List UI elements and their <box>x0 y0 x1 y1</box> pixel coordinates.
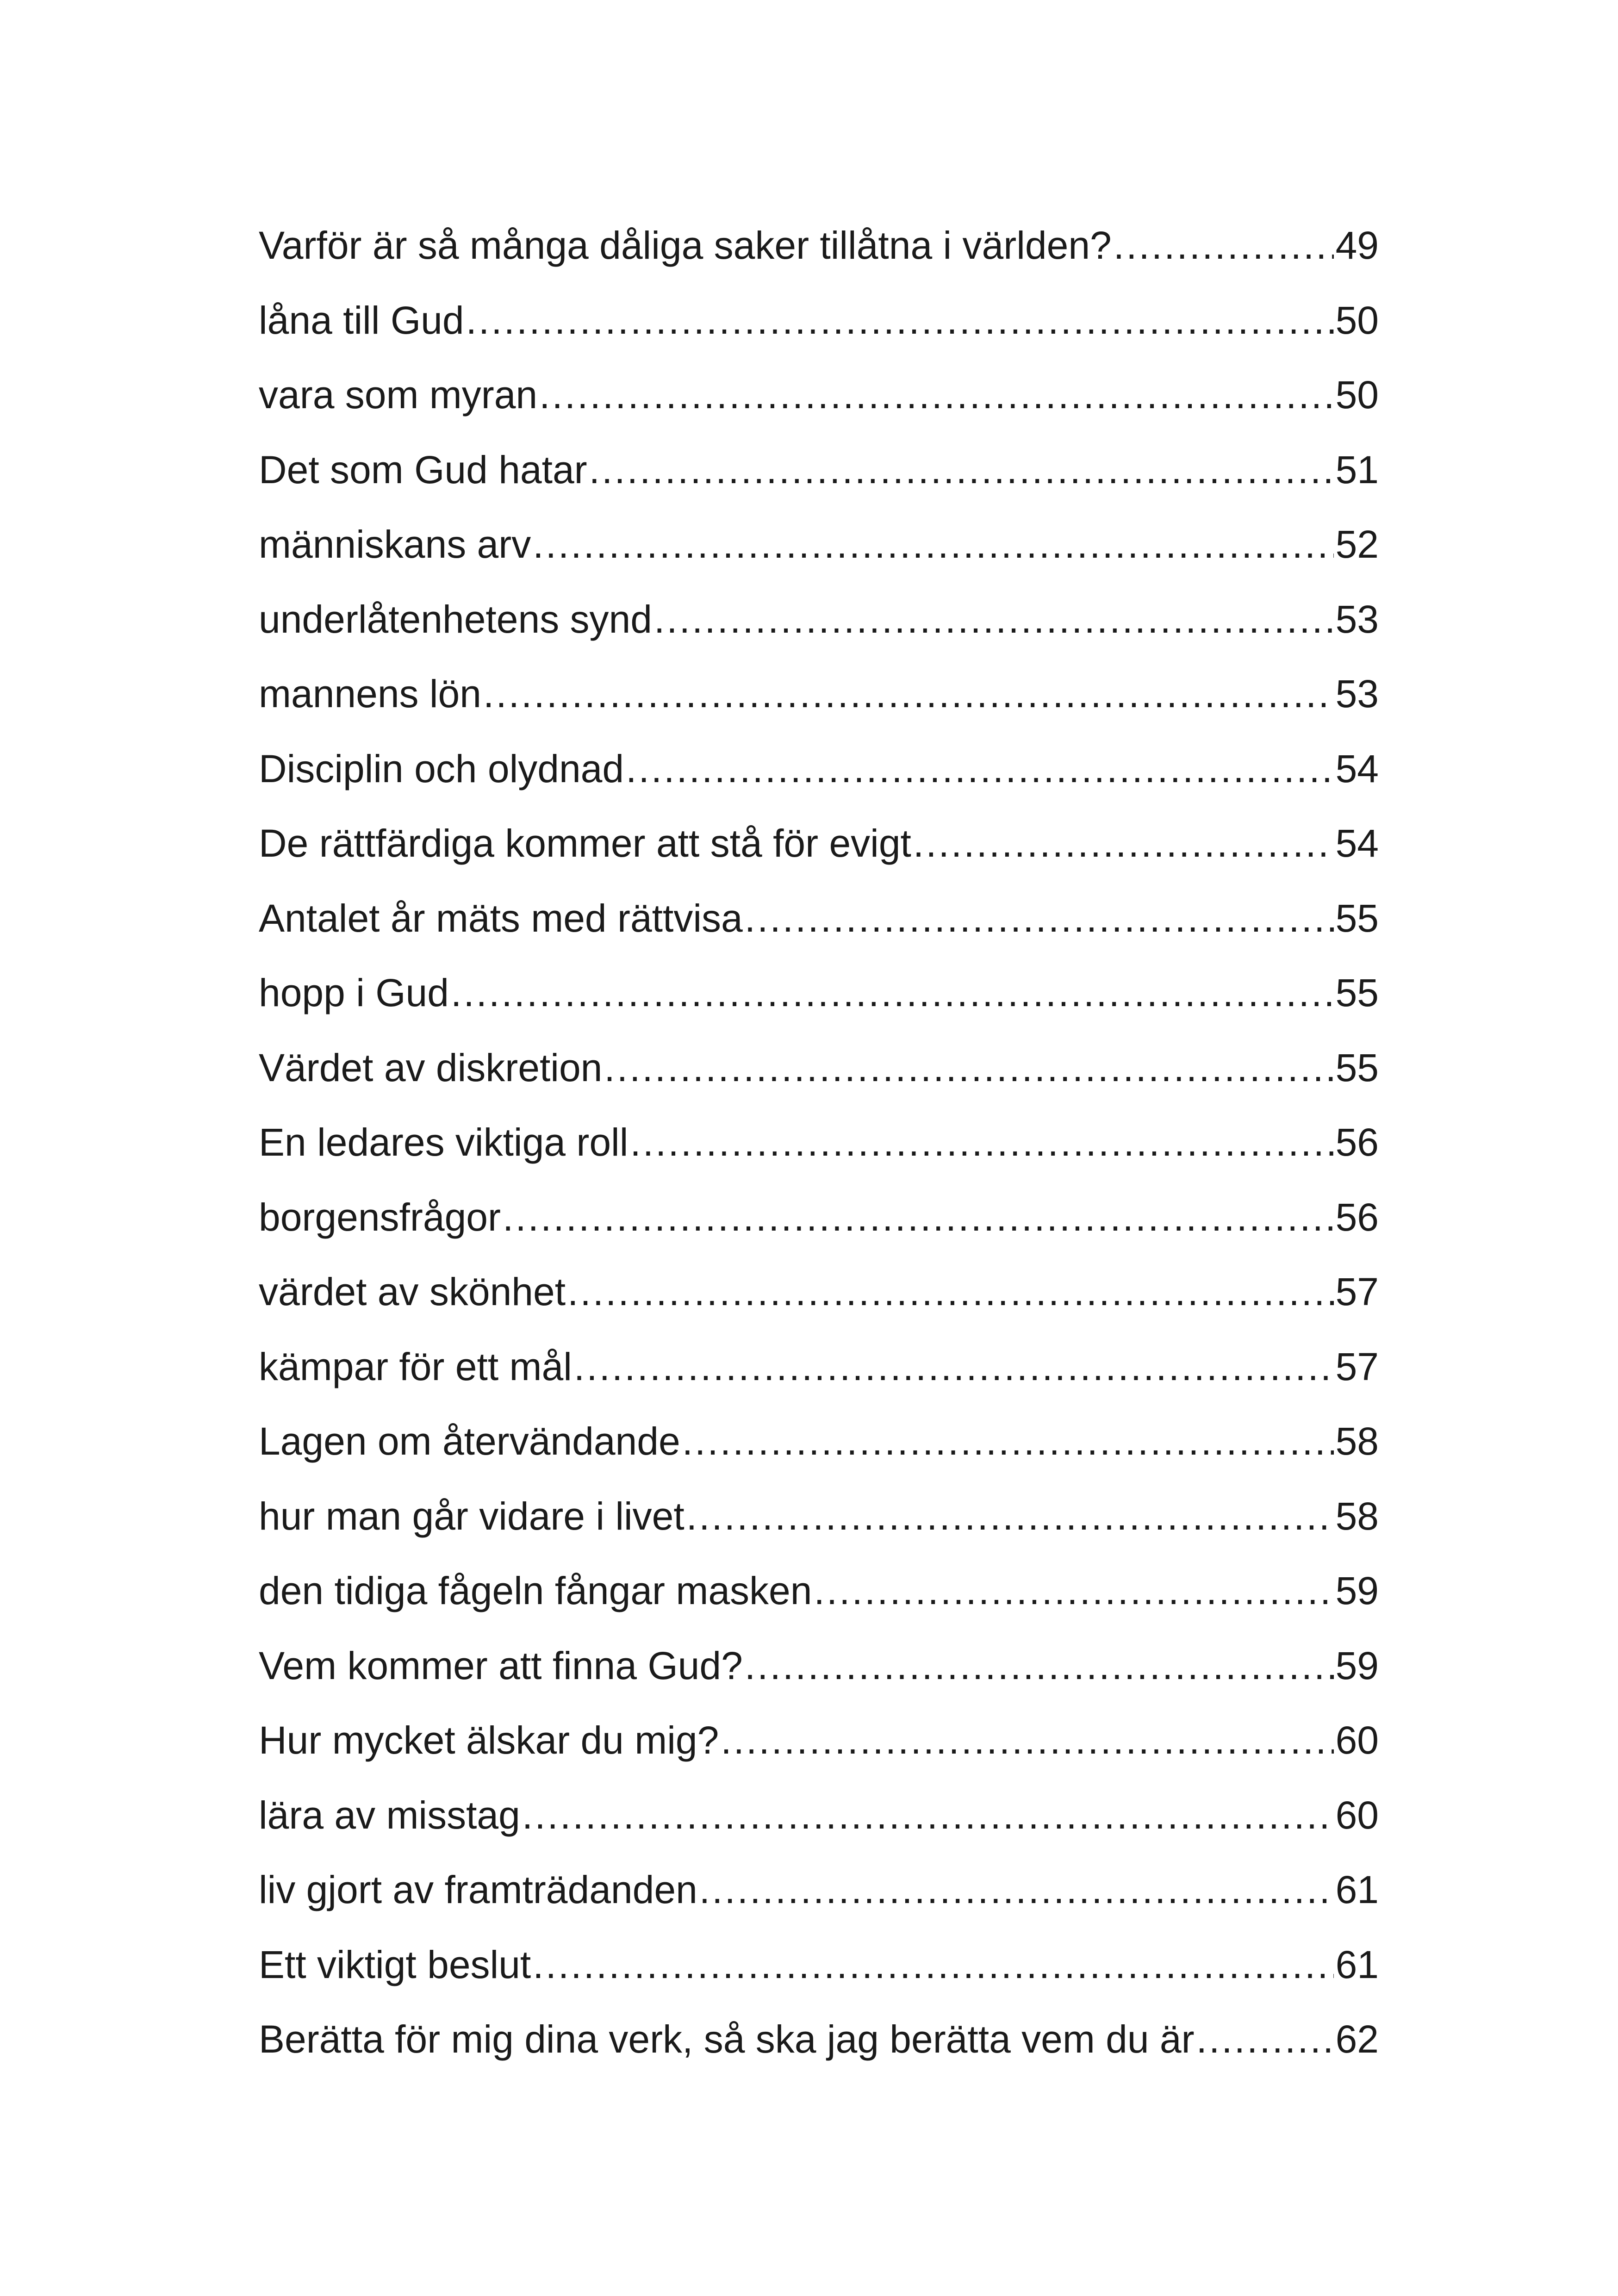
toc-entry-title: Ett viktigt beslut <box>259 1942 531 1986</box>
toc-entry[interactable] <box>259 732 1379 807</box>
toc-entry-title: mannens lön <box>259 672 481 716</box>
toc-entry[interactable] <box>259 657 1379 732</box>
toc-entry[interactable] <box>259 1105 1379 1180</box>
dot-leader <box>654 582 1334 657</box>
toc-entry[interactable] <box>259 1479 1379 1554</box>
dot-leader <box>626 732 1333 807</box>
toc-entry[interactable] <box>259 1554 1379 1629</box>
dot-leader <box>539 358 1333 433</box>
toc-entry-page-number: 60 <box>1335 1793 1379 1837</box>
dot-leader <box>522 1778 1334 1853</box>
toc-entry[interactable] <box>259 358 1379 433</box>
dot-leader <box>1114 208 1334 283</box>
toc-entry[interactable] <box>259 582 1379 657</box>
toc-entry-title: kämpar för ett mål <box>259 1344 572 1388</box>
toc-entry-title: människans arv <box>259 523 531 566</box>
toc-entry-page-number: 55 <box>1335 1045 1379 1089</box>
toc-entry[interactable] <box>259 283 1379 358</box>
toc-entry[interactable] <box>259 1928 1379 2003</box>
toc-entry-title: låna till Gud <box>259 298 464 342</box>
toc-entry-title: liv gjort av framträdanden <box>259 1868 697 1911</box>
dot-leader <box>630 1105 1333 1180</box>
toc-entry-title: Det som Gud hatar <box>259 448 587 492</box>
dot-leader <box>533 1928 1333 2003</box>
toc-entry-page-number: 53 <box>1335 597 1379 641</box>
dot-leader <box>533 507 1333 582</box>
toc-entry-title: hopp i Gud <box>259 971 449 1014</box>
toc-entry[interactable] <box>259 433 1379 508</box>
toc-entry-title: Antalet år mäts med rättvisa <box>259 896 743 940</box>
dot-leader <box>686 1479 1334 1554</box>
toc-entry-title: Värdet av diskretion <box>259 1045 603 1089</box>
toc-entry[interactable] <box>259 956 1379 1031</box>
toc-entry[interactable] <box>259 806 1379 881</box>
toc-entry-title: vara som myran <box>259 373 538 417</box>
toc-entry[interactable] <box>259 1404 1379 1479</box>
dot-leader <box>574 1330 1334 1405</box>
dot-leader <box>567 1255 1334 1330</box>
toc-entry-page-number: 55 <box>1335 896 1379 940</box>
dot-leader <box>451 956 1334 1031</box>
toc-entry-title: Hur mycket älskar du mig? <box>259 1718 719 1762</box>
toc-entry[interactable] <box>259 1031 1379 1106</box>
toc-entry-title: den tidiga fågeln fångar masken <box>259 1569 812 1612</box>
toc-entry[interactable] <box>259 507 1379 582</box>
toc-entry-title: lära av misstag <box>259 1793 520 1837</box>
toc-entry-page-number: 59 <box>1335 1643 1379 1687</box>
table-of-contents <box>259 208 1379 2077</box>
toc-entry-page-number: 58 <box>1335 1494 1379 1538</box>
toc-entry-page-number: 53 <box>1335 672 1379 716</box>
toc-entry-page-number: 56 <box>1335 1120 1379 1164</box>
toc-entry-page-number: 56 <box>1335 1195 1379 1239</box>
toc-entry[interactable] <box>259 1180 1379 1255</box>
toc-entry-page-number: 62 <box>1335 2017 1379 2061</box>
toc-entry[interactable] <box>259 1778 1379 1853</box>
toc-entry-title: Disciplin och olydnad <box>259 747 624 790</box>
toc-entry-title: De rättfärdiga kommer att stå för evigt <box>259 821 911 865</box>
dot-leader <box>745 881 1334 956</box>
toc-entry-page-number: 55 <box>1335 971 1379 1014</box>
toc-entry-title: Lagen om återvändande <box>259 1419 680 1463</box>
toc-entry-title: En ledares viktiga roll <box>259 1120 629 1164</box>
toc-entry-page-number: 51 <box>1335 448 1379 492</box>
toc-entry[interactable] <box>259 2002 1379 2077</box>
toc-entry-page-number: 50 <box>1335 298 1379 342</box>
dot-leader <box>721 1703 1333 1778</box>
dot-leader <box>699 1853 1334 1928</box>
dot-leader <box>589 433 1334 508</box>
dot-leader <box>745 1629 1334 1704</box>
toc-entry[interactable] <box>259 881 1379 956</box>
dot-leader <box>604 1031 1333 1106</box>
toc-entry-page-number: 54 <box>1335 747 1379 790</box>
toc-entry-page-number: 50 <box>1335 373 1379 417</box>
toc-entry[interactable] <box>259 1629 1379 1704</box>
toc-entry-title: hur man går vidare i livet <box>259 1494 685 1538</box>
toc-entry-page-number: 61 <box>1335 1942 1379 1986</box>
toc-entry-page-number: 49 <box>1335 224 1379 267</box>
dot-leader <box>483 657 1334 732</box>
toc-entry[interactable] <box>259 208 1379 283</box>
dot-leader <box>913 806 1334 881</box>
toc-entry-page-number: 58 <box>1335 1419 1379 1463</box>
toc-entry[interactable] <box>259 1255 1379 1330</box>
dot-leader <box>466 283 1334 358</box>
toc-entry[interactable] <box>259 1330 1379 1405</box>
toc-entry-page-number: 52 <box>1335 523 1379 566</box>
dot-leader <box>503 1180 1334 1255</box>
toc-entry-page-number: 60 <box>1335 1718 1379 1762</box>
toc-entry-page-number: 57 <box>1335 1344 1379 1388</box>
toc-entry-title: värdet av skönhet <box>259 1270 566 1313</box>
toc-entry-page-number: 57 <box>1335 1270 1379 1313</box>
toc-entry[interactable] <box>259 1703 1379 1778</box>
toc-entry-title: borgensfrågor <box>259 1195 501 1239</box>
toc-entry-page-number: 61 <box>1335 1868 1379 1911</box>
dot-leader <box>1196 2002 1334 2077</box>
dot-leader <box>814 1554 1333 1629</box>
toc-entry-title: Varför är så många dåliga saker tillåtna i världen? <box>259 224 1112 267</box>
toc-entry[interactable] <box>259 1853 1379 1928</box>
toc-entry-title: Vem kommer att finna Gud? <box>259 1643 743 1687</box>
toc-entry-page-number: 59 <box>1335 1569 1379 1612</box>
dot-leader <box>682 1404 1334 1479</box>
toc-entry-title: Berätta för mig dina verk, så ska jag berätta vem du är <box>259 2017 1195 2061</box>
toc-entry-title: underlåtenhetens synd <box>259 597 652 641</box>
toc-entry-page-number: 54 <box>1335 821 1379 865</box>
